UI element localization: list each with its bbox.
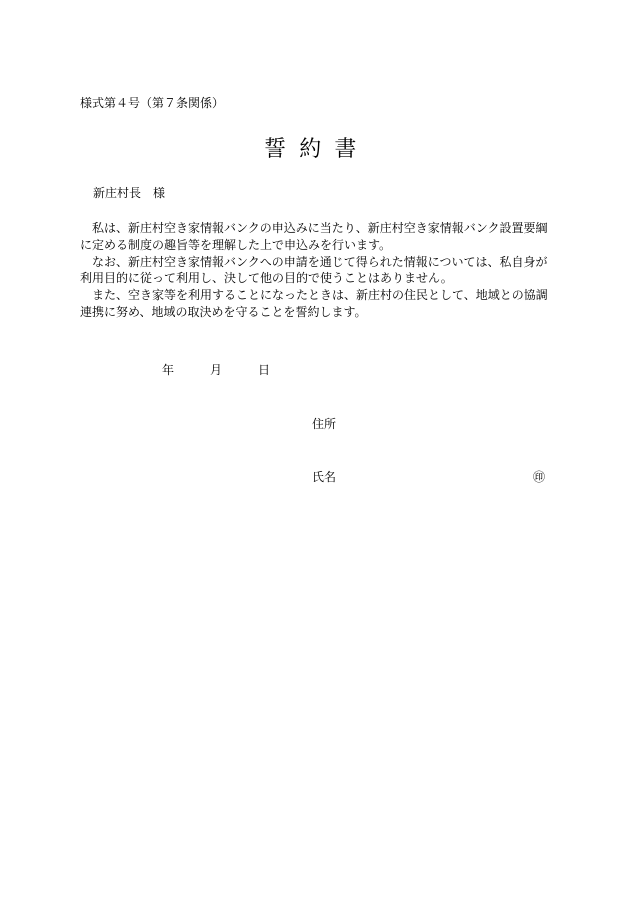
date-day-label: 日	[258, 363, 271, 377]
form-number: 様式第４号（第７条関係）	[80, 96, 225, 110]
addressee: 新庄村長 様	[93, 186, 166, 200]
seal-mark: ㊞	[533, 470, 546, 484]
pledge-body	[80, 220, 552, 321]
address-label: 住所	[312, 417, 337, 431]
pledge-paragraph-1: 私は、新庄村空き家情報バンクの申込みに当たり、新庄村空き家情報バンク設置要綱に定める制度の趣旨等を理解した上で申込みを行います。	[80, 221, 548, 252]
date-month-label: 月	[210, 363, 223, 377]
pledge-paragraph-3: また、空き家等を利用することになったときは、新庄村の住民として、地域との協調連携に努め、地域の取決めを守ることを誓約します。	[80, 288, 548, 319]
name-label: 氏名	[312, 470, 337, 484]
pledge-paragraph-2: なお、新庄村空き家情報バンクへの申請を通じて得られた情報については、私自身が利用目的に従って利用し、決して他の目的で使うことはありません。	[80, 254, 548, 286]
date-year-label: 年	[162, 363, 175, 377]
document-title: 誓約書	[264, 137, 370, 162]
